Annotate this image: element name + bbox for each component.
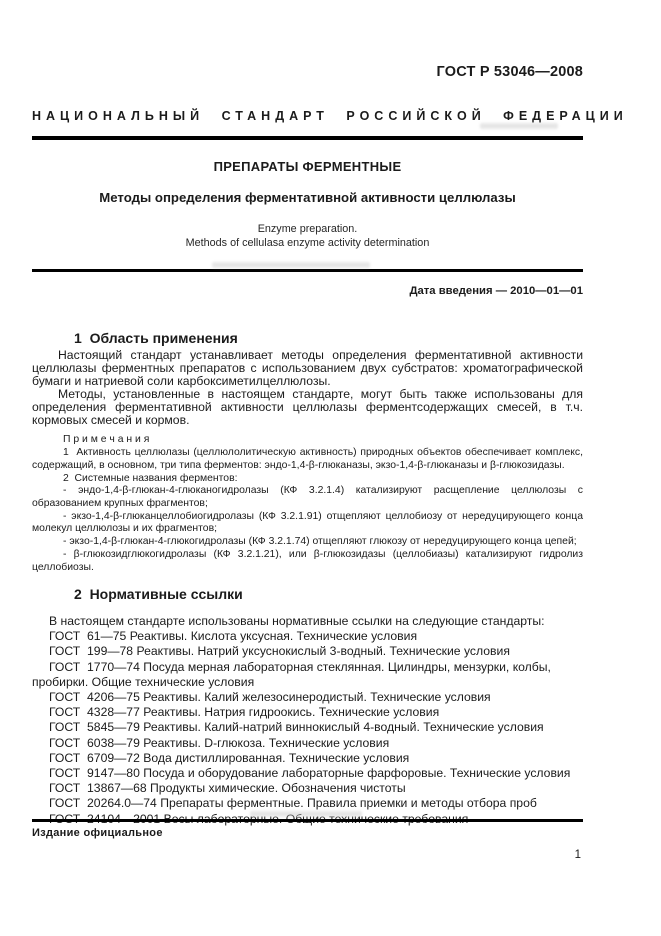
reference-item: ГОСТ 9147—80 Посуда и оборудование лабораторные фарфоровые. Технические условия xyxy=(49,766,571,781)
notes-label: П р и м е ч а н и я xyxy=(63,434,150,446)
divider-title xyxy=(32,269,583,272)
title-english-line2: Methods of cellulasa enzyme activity determination xyxy=(185,237,430,249)
note-item: 1 Активность целлюлазы (целлюлолитическую активность) природных объектов обеспечивает комплекс, содержащий, в основном, три типа ферментов: эндо-1,4-β-глюканазы, экзо-1,4-β-глюканазы и β-глюкозидазы. xyxy=(32,447,586,471)
title-english-line1: Enzyme preparation. xyxy=(257,223,358,235)
note-item: - экзо-1,4-β-глюканцеллобиогидролазы (КФ 3.2.1.91) отщепляют целлобиозу от нередуцирующего конца молекул целлюлозы и их фрагментов; xyxy=(32,510,586,535)
notes-block xyxy=(32,434,586,574)
official-edition-label: Издание официальное xyxy=(32,827,163,839)
references-intro: В настоящем стандарте использованы нормативные ссылки на следующие стандарты: xyxy=(49,614,545,628)
scan-artifact xyxy=(250,811,362,817)
scope-paragraph: Методы, установленные в настоящем стандарте, могут быть также использованы для определения ферментативной активности целлюлазы ферментсодержащих смесей, в т.ч. кормовых смесей и кормов. xyxy=(32,386,587,427)
reference-item: ГОСТ 61—75 Реактивы. Кислота уксусная. Технические условия xyxy=(49,629,418,644)
national-standard-banner: НАЦИОНАЛЬНЫЙ СТАНДАРТ РОССИЙСКОЙ ФЕДЕРАЦИИ xyxy=(32,109,628,123)
effective-date: Дата введения — 2010—01—01 xyxy=(409,285,583,297)
document-number: ГОСТ Р 53046—2008 xyxy=(436,64,583,80)
note-item: 2 Системные названия ферментов: xyxy=(63,472,238,484)
note-item: - экзо-1,4-β-глюкан-4-глюкогидролазы (КФ 3.2.1.74) отщепляют глюкозу от нередуцирующего конца цепей; xyxy=(63,536,577,548)
divider-top xyxy=(32,136,583,140)
reference-item: ГОСТ 6038—79 Реактивы. D-глюкоза. Технические условия xyxy=(49,735,390,750)
section-references-heading: 2 Нормативные ссылки xyxy=(74,586,243,602)
section-references xyxy=(32,586,583,827)
section-scope xyxy=(32,330,587,574)
divider-footer xyxy=(32,819,583,822)
reference-item: ГОСТ 20264.0—74 Препараты ферментные. Правила приемки и методы отбора проб xyxy=(49,796,537,811)
scan-artifact xyxy=(480,123,558,129)
scope-paragraph: Настоящий стандарт устанавливает методы определения ферментативной активности целлюлазы ферментных препаратов с использованием двух субстратов: хроматографической бумаги и натриевой соли карбоксиметилцеллюлозы. xyxy=(32,348,587,388)
scan-artifact xyxy=(212,262,370,268)
page-number: 1 xyxy=(574,849,581,861)
title-subject: ПРЕПАРАТЫ ФЕРМЕНТНЫЕ xyxy=(213,159,402,174)
reference-item: ГОСТ 13867—68 Продукты химические. Обозначения чистоты xyxy=(49,781,406,796)
reference-item: ГОСТ 199—78 Реактивы. Натрий уксуснокислый 3-водный. Технические условия xyxy=(49,644,510,659)
section-scope-heading: 1 Область применения xyxy=(74,330,238,346)
reference-item: ГОСТ 1770—74 Посуда мерная лабораторная стеклянная. Цилиндры, мензурки, колбы, пробирки. Общие технические условия xyxy=(32,659,555,689)
reference-item: ГОСТ 4328—77 Реактивы. Натрия гидроокись. Технические условия xyxy=(49,705,440,720)
reference-item: ГОСТ 6709—72 Вода дистиллированная. Технические условия xyxy=(49,750,410,765)
reference-item: ГОСТ 4206—75 Реактивы. Калий железосинеродистый. Технические условия xyxy=(49,690,491,705)
note-item: - эндо-1,4-β-глюкан-4-глюканогидролазы (КФ 3.2.1.4) катализируют расщепление целлюлозы с образованием крупных фрагментов; xyxy=(32,485,586,510)
note-item: - β-глюкозидглюкогидролазы (КФ 3.2.1.21), или β-глюкозидазы (целлобиазы) катализируют гидролиз целлобиозы. xyxy=(32,548,586,573)
reference-item: ГОСТ 5845—79 Реактивы. Калий-натрий виннокислый 4-водный. Технические условия xyxy=(49,720,544,735)
title-russian: Методы определения ферментативной активности целлюлазы xyxy=(99,190,516,205)
